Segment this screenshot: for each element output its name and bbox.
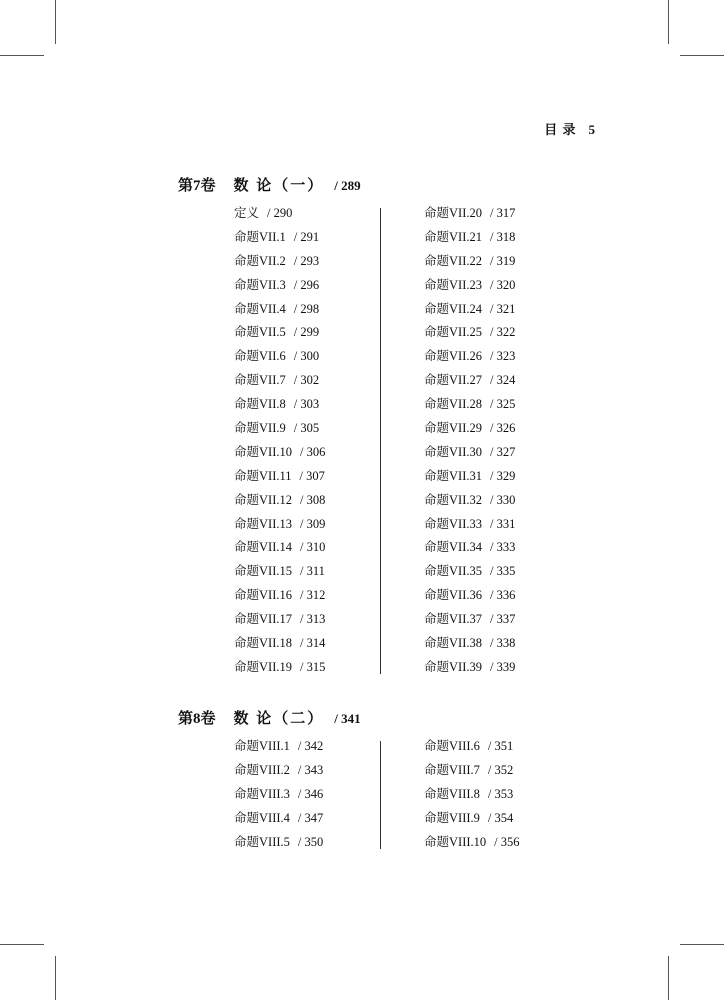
toc-entry-page: / 353 <box>487 786 514 801</box>
toc-entry <box>234 345 325 369</box>
toc-entry-name: 命题VII.8 <box>234 397 286 412</box>
toc-entry-name: 定义 <box>234 206 260 220</box>
toc-entry <box>234 489 325 513</box>
toc-entry-page: / 299 <box>293 325 320 340</box>
toc-column-right <box>424 202 515 680</box>
toc-entry-page: / 317 <box>489 206 516 220</box>
toc-entry-name: 命题VII.6 <box>234 349 286 364</box>
toc-entry <box>234 513 325 537</box>
toc-entry <box>234 783 323 807</box>
toc-entry-page: / 351 <box>487 739 514 753</box>
toc-entry-page: / 335 <box>489 564 516 579</box>
toc-entry-page: / 312 <box>299 588 326 603</box>
toc-entry-page: / 338 <box>489 636 516 651</box>
crop-mark <box>55 956 56 1000</box>
toc-entry-page: / 346 <box>297 786 324 801</box>
toc-entry <box>234 226 325 250</box>
toc-entry <box>234 298 325 322</box>
running-head-page: 5 <box>588 122 596 137</box>
toc-entry-name: 命题VII.27 <box>424 373 482 388</box>
toc-entry-name: 命题VII.37 <box>424 612 482 627</box>
toc-entry <box>424 441 515 465</box>
toc-entry-page: / 343 <box>297 762 324 777</box>
toc-entry <box>424 345 515 369</box>
toc-entry-name: 命题VII.12 <box>234 492 292 507</box>
toc-entry-page: / 330 <box>489 492 516 507</box>
toc-entry-page: / 313 <box>299 612 326 627</box>
toc-entry <box>424 226 515 250</box>
toc-entry-page: / 290 <box>267 206 293 220</box>
toc-entry-name: 命题VIII.10 <box>424 834 487 849</box>
toc-entry-name: 命题VII.26 <box>424 349 482 364</box>
toc-entry-name: 命题VII.17 <box>234 612 292 627</box>
toc-entry-page: / 314 <box>299 636 326 651</box>
toc-entry-page: / 321 <box>489 301 516 316</box>
toc-entry-page: / 333 <box>489 540 516 555</box>
volume-page: / 289 <box>334 178 361 193</box>
toc-entry-name: 命题VII.22 <box>424 253 482 268</box>
toc-entry <box>424 369 515 393</box>
toc-entry <box>234 632 325 656</box>
toc-entry-name: 命题VIII.2 <box>234 762 290 777</box>
toc-entry-name: 命题VII.10 <box>234 444 292 459</box>
toc-column-left <box>234 202 325 680</box>
toc-entry-page: / 352 <box>487 762 514 777</box>
toc-entry-page: / 293 <box>293 253 320 268</box>
toc-entry-name: 命题VII.32 <box>424 492 482 507</box>
toc-entry-page: / 319 <box>489 253 516 268</box>
toc-entry-page: / 331 <box>489 516 516 531</box>
running-head <box>544 119 596 138</box>
toc-entry <box>234 759 323 783</box>
volume-title: 数 论（二） <box>233 711 325 727</box>
toc-entry-page: / 308 <box>299 492 326 507</box>
toc-entry-name: 命题VII.3 <box>234 277 286 292</box>
toc-entry <box>234 274 325 298</box>
toc-entry <box>424 608 515 632</box>
crop-mark <box>668 956 669 1000</box>
toc-entry <box>424 584 515 608</box>
volume-heading <box>178 707 361 728</box>
running-head-title: 目 录 <box>544 122 577 137</box>
toc-entry <box>424 735 520 759</box>
toc-entry <box>234 807 323 831</box>
crop-mark <box>55 0 56 44</box>
toc-entry-page: / 337 <box>489 612 516 627</box>
toc-entry-name: 命题VIII.6 <box>424 739 480 753</box>
toc-entry-name: 命题VII.18 <box>234 636 292 651</box>
toc-entry-page: / 315 <box>299 659 326 674</box>
toc-entry-page: / 300 <box>293 349 320 364</box>
toc-entry <box>234 536 325 560</box>
toc-entry <box>424 393 515 417</box>
toc-entry <box>234 202 325 226</box>
toc-entry-name: 命题VII.20 <box>424 206 482 220</box>
toc-entry-page: / 347 <box>297 810 324 825</box>
toc-entry-name: 命题VII.33 <box>424 516 482 531</box>
toc-entry-page: / 342 <box>297 739 324 753</box>
toc-entry <box>424 250 515 274</box>
column-divider <box>380 741 381 849</box>
toc-entry-page: / 305 <box>293 421 320 436</box>
crop-mark <box>668 0 669 44</box>
toc-entry-name: 命题VII.13 <box>234 516 292 531</box>
toc-entry <box>424 513 515 537</box>
toc-entry-page: / 339 <box>489 659 516 674</box>
toc-entry <box>424 807 520 831</box>
toc-entry-page: / 350 <box>297 834 324 849</box>
toc-entry-page: / 296 <box>293 277 320 292</box>
crop-mark <box>680 944 724 945</box>
toc-entry <box>424 560 515 584</box>
toc-entry-page: / 309 <box>299 516 326 531</box>
toc-entry-name: 命题VII.24 <box>424 301 482 316</box>
volume-title: 数 论（一） <box>233 178 325 194</box>
toc-entry <box>234 465 325 489</box>
toc-entry <box>234 393 325 417</box>
toc-entry-name: 命题VII.38 <box>424 636 482 651</box>
toc-entry <box>424 831 520 855</box>
toc-entry-page: / 356 <box>494 834 520 849</box>
toc-entry <box>234 560 325 584</box>
toc-entry-name: 命题VII.2 <box>234 253 286 268</box>
crop-mark <box>0 55 44 56</box>
toc-entry <box>424 417 515 441</box>
toc-entry-name: 命题VII.29 <box>424 421 482 436</box>
toc-entry-name: 命题VII.4 <box>234 301 286 316</box>
volume-page: / 341 <box>334 711 361 726</box>
toc-entry <box>424 536 515 560</box>
toc-entry-name: 命题VII.23 <box>424 277 482 292</box>
toc-entry <box>424 489 515 513</box>
toc-entry <box>234 831 323 855</box>
toc-entry-page: / 302 <box>293 373 320 388</box>
toc-entry-name: 命题VIII.7 <box>424 762 480 777</box>
toc-entry-name: 命题VII.39 <box>424 659 482 674</box>
toc-column-right <box>424 735 520 854</box>
toc-entry <box>424 321 515 345</box>
toc-entry-page: / 323 <box>489 349 516 364</box>
toc-entry-page: / 322 <box>489 325 516 340</box>
toc-entry-name: 命题VII.30 <box>424 444 482 459</box>
toc-entry-page: / 307 <box>299 468 325 483</box>
volume-label: 第8卷 <box>178 711 216 727</box>
toc-entry-name: 命题VIII.5 <box>234 834 290 849</box>
toc-entry-name: 命题VIII.4 <box>234 810 290 825</box>
toc-entry <box>424 465 515 489</box>
toc-entry-page: / 336 <box>489 588 516 603</box>
volume-label: 第7卷 <box>178 178 216 194</box>
toc-entry <box>424 202 515 226</box>
toc-entry-page: / 325 <box>489 397 516 412</box>
toc-entry-name: 命题VII.25 <box>424 325 482 340</box>
toc-entry-name: 命题VII.34 <box>424 540 482 555</box>
toc-entry <box>424 656 515 680</box>
toc-entry <box>234 608 325 632</box>
toc-entry <box>424 759 520 783</box>
toc-entry-name: 命题VII.7 <box>234 373 286 388</box>
toc-entry <box>234 417 325 441</box>
toc-entry-page: / 320 <box>489 277 516 292</box>
column-divider <box>380 208 381 674</box>
toc-entry-name: 命题VII.35 <box>424 564 482 579</box>
toc-entry-page: / 324 <box>489 373 516 388</box>
toc-entry-name: 命题VII.9 <box>234 421 286 436</box>
toc-entry-name: 命题VII.31 <box>424 468 482 483</box>
toc-entry-name: 命题VII.21 <box>424 229 482 244</box>
toc-entry <box>234 656 325 680</box>
toc-entry-name: 命题VII.16 <box>234 588 292 603</box>
toc-entry-name: 命题VII.36 <box>424 588 482 603</box>
toc-entry-page: / 326 <box>489 421 516 436</box>
toc-entry-page: / 318 <box>489 229 516 244</box>
toc-entry-name: 命题VIII.9 <box>424 810 480 825</box>
toc-entry <box>234 584 325 608</box>
toc-entry <box>234 441 325 465</box>
crop-mark <box>0 944 44 945</box>
toc-entry-page: / 303 <box>293 397 320 412</box>
toc-entry-page: / 298 <box>293 301 320 316</box>
toc-entry-name: 命题VIII.3 <box>234 786 290 801</box>
toc-entry-name: 命题VII.11 <box>234 468 292 483</box>
toc-entry-page: / 354 <box>487 810 514 825</box>
toc-entry <box>234 321 325 345</box>
toc-entry <box>424 632 515 656</box>
crop-mark <box>680 55 724 56</box>
toc-entry-name: 命题VII.1 <box>234 229 286 244</box>
toc-entry-page: / 291 <box>293 229 320 244</box>
toc-entry-page: / 327 <box>489 444 516 459</box>
toc-entry <box>234 735 323 759</box>
toc-entry <box>424 298 515 322</box>
volume-heading <box>178 174 361 195</box>
toc-entry-name: 命题VII.28 <box>424 397 482 412</box>
toc-entry <box>234 250 325 274</box>
toc-entry-name: 命题VIII.8 <box>424 786 480 801</box>
toc-entry <box>424 274 515 298</box>
toc-entry <box>424 783 520 807</box>
toc-entry-page: / 306 <box>299 444 326 459</box>
toc-entry-name: 命题VII.19 <box>234 659 292 674</box>
toc-entry-name: 命题VII.14 <box>234 540 292 555</box>
toc-entry-page: / 329 <box>489 468 516 483</box>
toc-entry-page: / 310 <box>299 540 326 555</box>
toc-entry-page: / 311 <box>299 564 325 579</box>
toc-entry-name: 命题VII.5 <box>234 325 286 340</box>
toc-column-left <box>234 735 323 854</box>
toc-entry-name: 命题VIII.1 <box>234 739 290 753</box>
toc-entry <box>234 369 325 393</box>
toc-entry-name: 命题VII.15 <box>234 564 292 579</box>
